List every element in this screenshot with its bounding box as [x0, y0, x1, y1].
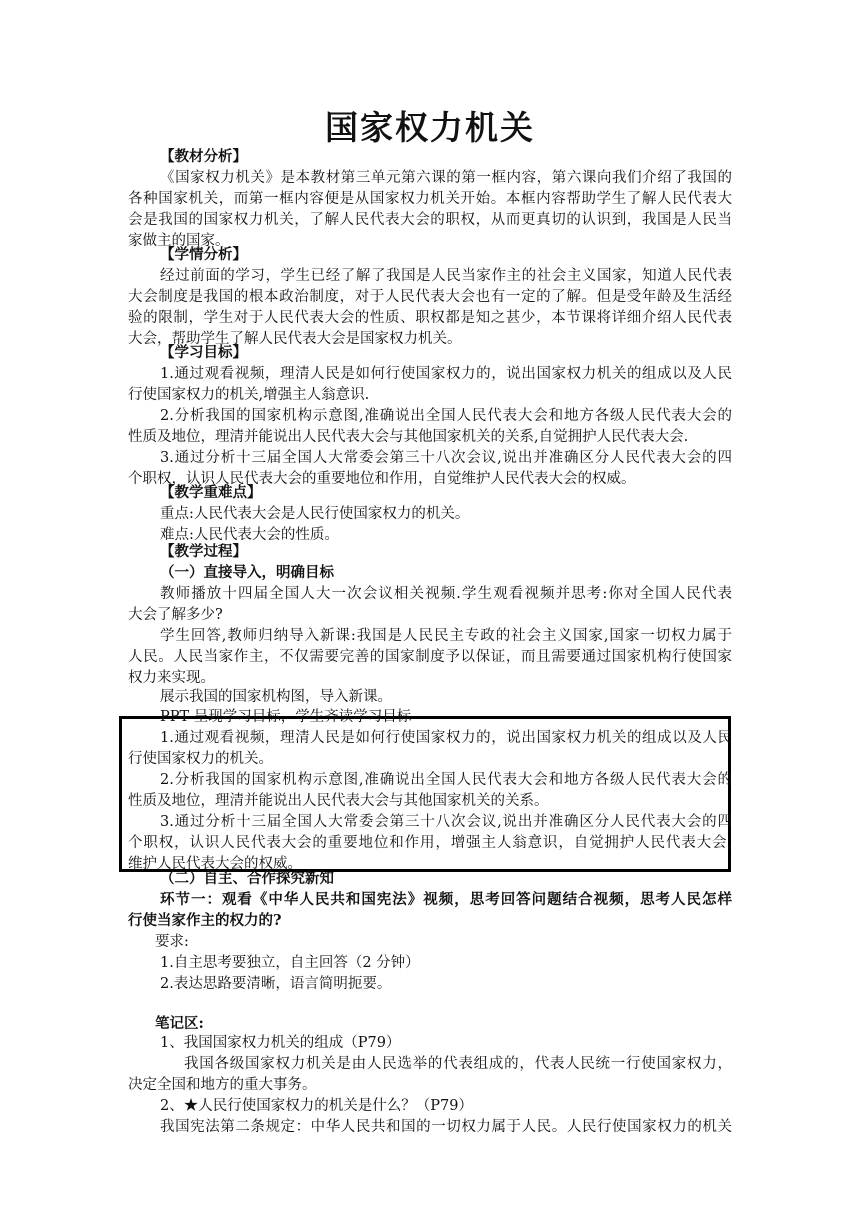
paragraph-line: 行使国家权力的机关,增强主人翁意识.: [128, 387, 370, 403]
paragraph-line: 《国家权力机关》是本教材第三单元第六课的第一框内容，第六课向我们介绍了我国的: [160, 170, 732, 186]
paragraph-line: 验的限制，学生对于人民代表大会的性质、职权都是知之甚少，本节课将详细介绍人民代表: [128, 310, 732, 326]
paragraph-line: 学生回答,教师归纳导入新课:我国是人民民主专政的社会主义国家,国家一切权力属于: [160, 628, 732, 644]
paragraph-line: 3.通过分析十三届全国人大常委会第三十八次会议,说出并准确区分人民代表大会的四: [160, 450, 732, 466]
paragraph-line: PPT 呈现学习目标，学生齐读学习目标: [160, 709, 412, 725]
paragraph-line: 家做主的国家。: [128, 233, 230, 249]
paragraph-line: 环节一：观看《中华人民共和国宪法》视频，思考回答问题结合视频，思考人民怎样: [160, 891, 732, 908]
paragraph-line: 个职权，认识人民代表大会的重要地位和作用，增强主人翁意识，自觉拥护人民代表大会,: [128, 835, 732, 851]
paragraph-line: 行使国家权力的机关。: [128, 751, 273, 767]
paragraph-line: 1.通过观看视频，理清人民是如何行使国家权力的，说出国家权力机关的组成以及人民: [160, 730, 732, 746]
paragraph-line: 1、我国国家权力机关的组成（P79）: [160, 1035, 401, 1051]
paragraph-line: 难点:人民代表大会的性质。: [160, 527, 339, 543]
paragraph-line: 2、★人民行使国家权力的机关是什么？（P79）: [160, 1098, 473, 1114]
paragraph-line: 性质及地位，理清并能说出人民代表大会与其他国家机关的关系。: [128, 793, 549, 809]
paragraph-line: 权力来实现。: [128, 670, 215, 686]
paragraph-line: 大会，帮助学生了解人民代表大会是国家权力机关。: [128, 331, 462, 347]
paragraph-line: 展示我国的国家机构图，导入新课。: [160, 689, 392, 705]
document-title: 国家权力机关: [325, 108, 535, 147]
paragraph-line: 我国宪法第二条规定：中华人民共和国的一切权力属于人民。人民行使国家权力的机关: [160, 1119, 732, 1135]
paragraph-line: 维护人民代表大会的权威。: [128, 856, 302, 872]
heading-key-points: 【教学重难点】: [160, 484, 262, 501]
paragraph-line: 经过前面的学习，学生已经了解了我国是人民当家作主的社会主义国家，知道人民代表: [160, 268, 732, 284]
paragraph-line: 大会制度是我国的根本政治制度，对于人民代表大会也有一定的了解。但是受年龄及生活经: [128, 289, 732, 305]
paragraph-line: 2.分析我国的国家机构示意图,准确说出全国人民代表大会和地方各级人民代表大会的: [160, 408, 732, 424]
paragraph-line: 人民。人民当家作主，不仅需要完善的国家制度予以保证，而且需要通过国家机构行使国家: [128, 649, 732, 665]
paragraph-line: 1.自主思考要独立，自主回答（2 分钟）: [160, 955, 420, 971]
heading-textbook-analysis: 【教材分析】: [160, 148, 247, 165]
paragraph-line: 1.通过观看视频，理清人民是如何行使国家权力的，说出国家权力机关的组成以及人民: [160, 366, 732, 382]
paragraph-line: 要求:: [155, 934, 189, 950]
paragraph-line: 决定全国和地方的重大事务。: [128, 1077, 317, 1093]
subheading-explore: （二）自主、合作探究新知: [160, 870, 334, 887]
paragraph-line: 个职权，认识人民代表大会的重要地位和作用，自觉维护人民代表大会的权威。: [128, 471, 636, 487]
paragraph-line: 性质及地位，理清并能说出人民代表大会与其他国家机关的关系,自觉拥护人民代表大会.: [128, 429, 689, 445]
paragraph-line: 各种国家机关，而第一框内容便是从国家权力机关开始。本框内容帮助学生了解人民代表大: [128, 191, 732, 207]
paragraph-line: 3.通过分析十三届全国人大常委会第三十八次会议,说出并准确区分人民代表大会的四: [160, 814, 732, 830]
paragraph-line: 行使当家作主的权力的?: [128, 912, 282, 929]
heading-learner-analysis: 【学情分析】: [160, 246, 247, 263]
paragraph-line: 重点:人民代表大会是人民行使国家权力的机关。: [160, 506, 470, 522]
paragraph-line: 教师播放十四届全国人大一次会议相关视频.学生观看视频并思考:你对全国人民代表: [160, 586, 732, 602]
paragraph-line: 会是我国的国家权力机关，了解人民代表大会的职权，从而更真切的认识到，我国是人民当: [128, 212, 732, 228]
heading-learning-goals: 【学习目标】: [160, 344, 247, 361]
subheading-intro: （一）直接导入，明确目标: [160, 564, 334, 581]
paragraph-line: 我国各级国家权力机关是由人民选举的代表组成的，代表人民统一行使国家权力，: [184, 1056, 732, 1072]
heading-notes: 笔记区:: [155, 1015, 204, 1032]
paragraph-line: 大会了解多少?: [128, 607, 223, 623]
paragraph-line: 2.分析我国的国家机构示意图,准确说出全国人民代表大会和地方各级人民代表大会的: [160, 772, 732, 788]
heading-teaching-process: 【教学过程】: [160, 543, 247, 560]
paragraph-line: 2.表达思路要清晰，语言简明扼要。: [160, 976, 392, 992]
